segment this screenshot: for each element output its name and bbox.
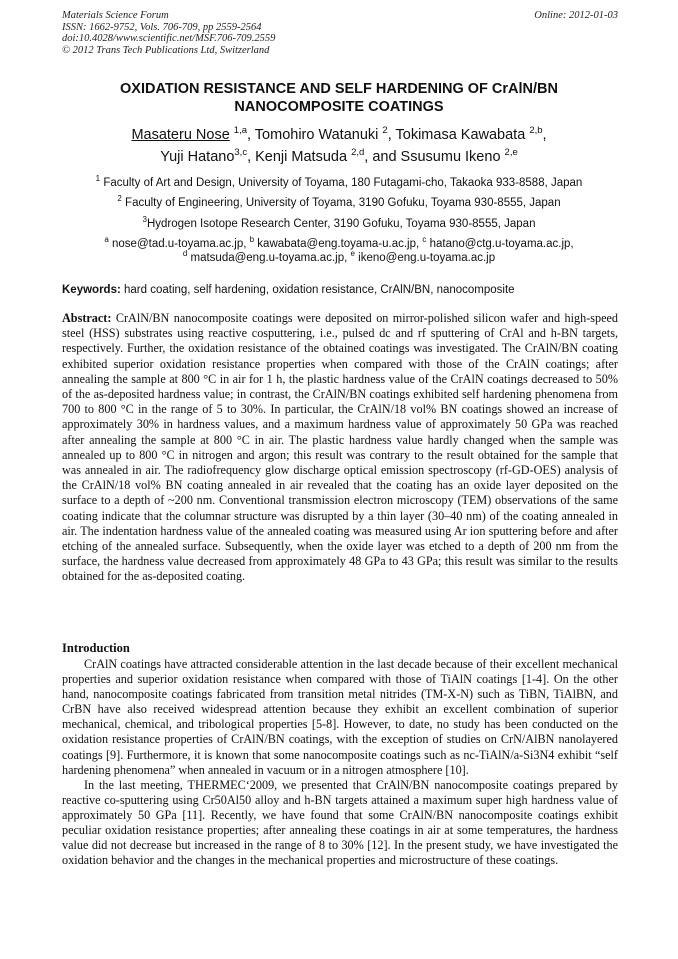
intro-paragraph-1: CrAlN coatings have attracted considerable attention in the last decade because of their excellent mechanical properties and superior oxidation resistance when compared with those of TiAlN coatings [1-4]. On the other hand, nanocomposite coatings fabricated from transition metal nitrides (TM-X-N) such as TiBN, TiAlBN, and CrBN have also received widespread attention because they exhibit an excellent combination of superior mechanical, chemical, and tribological properties [5-8]. However, to date, no study has been conducted on the oxidation resistance properties of CrAlN/BN coatings, with the exception of studies on CrN/AlBN nanolayered coatings [9]. Furthermore, it is known that some nanocomposite coatings such as nc-TiAlN/a-Si3N4 exhibit “self hardening phenomena” when annealed in vacuum or in a nitrogen atmosphere [10].	[62, 657, 618, 777]
affiliation-1	[40, 176, 638, 190]
doi-line[interactable]: doi:10.4028/www.scientific.net/MSF.706-709.2559	[62, 33, 276, 44]
author-sup: 2,b	[529, 125, 543, 136]
online-date: Online: 2012-01-03	[534, 10, 618, 21]
email-link[interactable]: nose@tad.u-toyama.ac.jp,	[112, 238, 247, 250]
abstract	[62, 311, 618, 585]
email-line-1	[40, 237, 638, 251]
abstract-label: Abstract:	[62, 311, 112, 325]
email-line-2	[40, 251, 638, 265]
affiliation-text: Hydrogen Isotope Research Center, 3190 Gofuku, Toyama 930-8555, Japan	[146, 218, 536, 230]
section-heading: Introduction	[62, 641, 130, 655]
title-line-2: NANOCOMPOSITE COATINGS	[234, 99, 444, 115]
author-name: , Tomohiro Watanuki	[247, 127, 379, 143]
affiliation-sup: 3	[142, 215, 147, 224]
author-sup: 2	[382, 125, 388, 136]
email-link[interactable]: kawabata@eng.toyama-u.ac.jp,	[257, 238, 420, 250]
keywords-text: hard coating, self hardening, oxidation resistance, CrAlN/BN, nanocomposite	[124, 284, 515, 296]
keywords	[62, 283, 618, 297]
email-sup: b	[249, 235, 255, 244]
author-line-1	[40, 124, 638, 146]
email-sup: e	[350, 249, 355, 258]
journal-header	[62, 10, 618, 56]
author-name: , Tokimasa Kawabata	[387, 127, 526, 143]
copyright-line: © 2012 Trans Tech Publications Ltd, Switzerland	[62, 44, 270, 56]
abstract-text: CrAlN/BN nanocomposite coatings were deposited on mirror-polished silicon wafer and high-speed steel (HSS) substrates using reactive cosputtering, i.e., pulsed dc and rf sputtering of CrAl and h-BN targets, respectively. Further, the oxidation resistance of the obtained coatings was investigated. The CrAlN/BN coating exhibited superior oxidation resistance properties when compared with those of the CrAlN coatings; after annealing the sample at 800 °C in air for 1 h, the plastic hardness value of the CrAlN coatings decreased to 50% of the as-deposited hardness value; in contrast, the CrAlN/BN coatings exhibited self hardening phenomena from 700 to 800 °C in the range of 5 to 30%. In particular, the CrAlN/18 vol% BN coatings showed an increase of approximately 30% in hardness values, and a maximum hardness value of approximately 50 GPa was reached after annealing the sample at 800 °C in air. The plastic hardness value hardly changed when the sample was annealed up to 800 °C in nitrogen and argon; this result was contrary to the result obtained for the sample that was annealed in air. The radiofrequency glow discharge optical emission spectroscopy (rf-GD-OES) analysis of the CrAlN/18 vol% BN coating annealed in air revealed that the coating has an oxide layer deposited on the surface to a depth of ~200 nm. Conventional transmission electron microscopy (TEM) observations of the same coating indicate that the columnar structure was disrupted by a thin layer (30–40 nm) of the coating annealed in air. The indentation hardness value of the annealed coating was measured using Ar ion sputtering before and after etching of the annealed surface. Subsequently, when the oxide layer was etched to a depth of 200 nm from the surface, the hardness value decreased from approximately 48 GPa to 43 GPa; this result was similar to the results obtained for the as-deposited coating.	[62, 311, 619, 584]
affiliation-sup: 1	[95, 174, 101, 183]
affiliation-sup: 2	[117, 194, 122, 203]
author-sup: 1,a	[233, 125, 248, 136]
journal-name: Materials Science Forum	[62, 10, 169, 21]
author-line-2	[40, 146, 638, 168]
title-line-1: OXIDATION RESISTANCE AND SELF HARDENING OF CrAlN/BN	[120, 81, 558, 97]
email-link[interactable]: hatano@ctg.u-toyama.ac.jp,	[429, 238, 574, 250]
author-name: Yuji Hatano	[160, 149, 235, 165]
email-list	[40, 237, 638, 265]
author-name: , Kenji Matsuda	[247, 149, 348, 165]
author-sup: 2,d	[351, 147, 365, 158]
author-sep: ,	[542, 127, 547, 143]
paper-title	[40, 80, 638, 116]
introduction-body	[62, 657, 618, 868]
email-sup: d	[182, 249, 188, 258]
affiliation-3	[40, 217, 638, 231]
affiliation-text: Faculty of Engineering, University of Toyama, 3190 Gofuku, Toyama 930-8555, Japan	[125, 197, 561, 209]
email-sup: c	[422, 235, 427, 244]
email-sup: a	[104, 235, 109, 244]
affiliation-text: Faculty of Art and Design, University of Toyama, 180 Futagami-cho, Takaoka 933-8588, Japan	[103, 177, 583, 189]
email-link[interactable]: ikeno@eng.u-toyama.ac.jp	[358, 252, 496, 264]
keywords-label: Keywords:	[62, 284, 121, 296]
issn-line: ISSN: 1662-9752, Vols. 706-709, pp 2559-2564	[62, 21, 262, 33]
intro-paragraph-2: In the last meeting, THERMEC‘2009, we presented that CrAlN/BN nanocomposite coatings prepared by reactive co-sputtering using Cr50Al50 alloy and h-BN targets attained a maximum super high hardness value of approximately 50 GPa [11]. Recently, we have found that some CrAlN/BN nanocomposite coatings exhibit peculiar oxidation resistance properties; after annealing these coatings in air at some temperatures, the hardness value did not decrease but increased in the range of 8 to 30% [12]. In the present study, we have investigated the oxidation behavior and the changes in the mechanical properties and microstructure of these coatings.	[62, 777, 618, 868]
author-list	[40, 124, 638, 168]
author-sup: 3,c	[234, 147, 248, 158]
email-link[interactable]: matsuda@eng.u-toyama.ac.jp,	[190, 252, 348, 264]
affiliation-2	[40, 196, 638, 210]
author-name: , and Ssusumu Ikeno	[364, 149, 501, 165]
author-name[interactable]: Masateru Nose	[131, 127, 230, 143]
author-sup: 2,e	[504, 147, 518, 158]
